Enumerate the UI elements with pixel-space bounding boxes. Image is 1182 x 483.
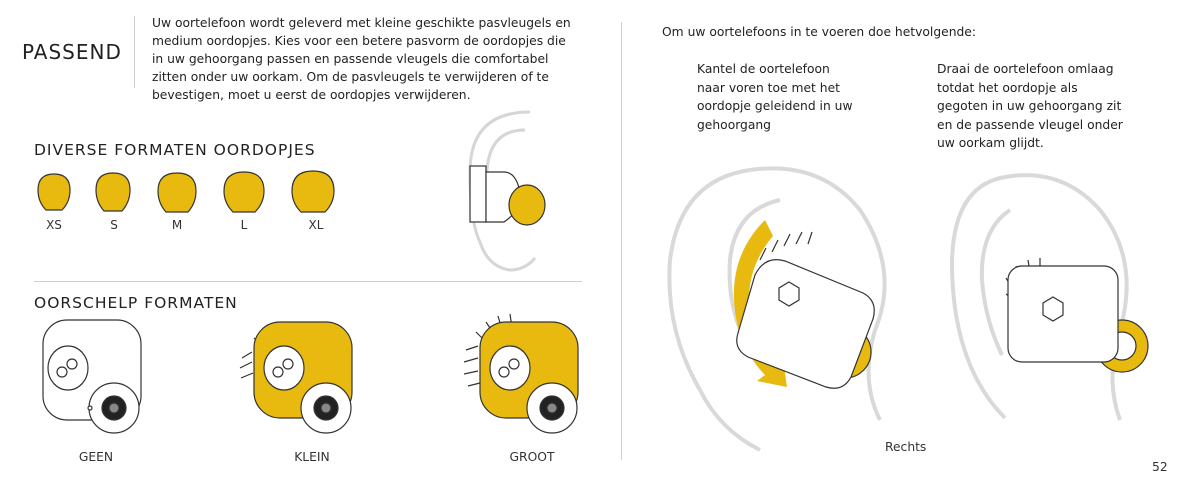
wing-size-label: KLEIN [294,450,330,464]
step-line: en de passende vleugel onder [937,117,1123,132]
tip-size-label: M [171,218,183,232]
step-line: Draai de oortelefoon omlaag [937,62,1114,76]
brand-hexagon-logo [779,282,799,306]
step-line: totdat het oordopje als [937,80,1078,95]
wings-section-title: OORSCHELP FORMATEN [34,294,238,312]
step-line: naar voren toe met het [697,80,840,95]
intro-line: medium oordopjes. Kies voor een betere pasvorm de oordopjes die [152,34,566,48]
tips-section-title: DIVERSE FORMATEN OORDOPJES [34,141,316,159]
step-line: gegoten in uw gehoorgang zit [937,99,1122,113]
page-number: 52 [1152,460,1168,474]
tip-size-label: XS [46,218,62,232]
intro-line: in uw gehoorgang passen en passende vleugels die comfortabel [152,52,549,66]
intro-line: bevestigen, moet u eerst de oordopjes verwijderen. [152,88,471,102]
tip-size-label: L [240,218,248,232]
brand-hexagon-logo [1043,297,1063,321]
side-label: Rechts [885,440,927,454]
tip-size-label: S [110,218,118,232]
wing-size-label: GEEN [78,450,114,464]
tip-size-label: XL [308,218,324,232]
earbud-illustration [737,260,875,389]
step-line: gehoorgang [697,117,771,132]
wing-size-label: GROOT [509,450,555,464]
step-line: Kantel de oortelefoon [697,62,830,76]
step-line: oordopje geleidend in uw [697,99,853,113]
step-line: uw oorkam glijdt. [937,136,1044,150]
intro-line: Uw oortelefoon wordt geleverd met kleine geschikte pasvleugels en [152,16,571,30]
intro-line: zitten onder uw oorkam. Om de pasvleugels te verwijderen of te [152,70,549,84]
section-heading-passend: PASSEND [22,40,122,64]
instructions-intro: Om uw oortelefoons in te voeren doe hetvolgende: [662,25,976,39]
